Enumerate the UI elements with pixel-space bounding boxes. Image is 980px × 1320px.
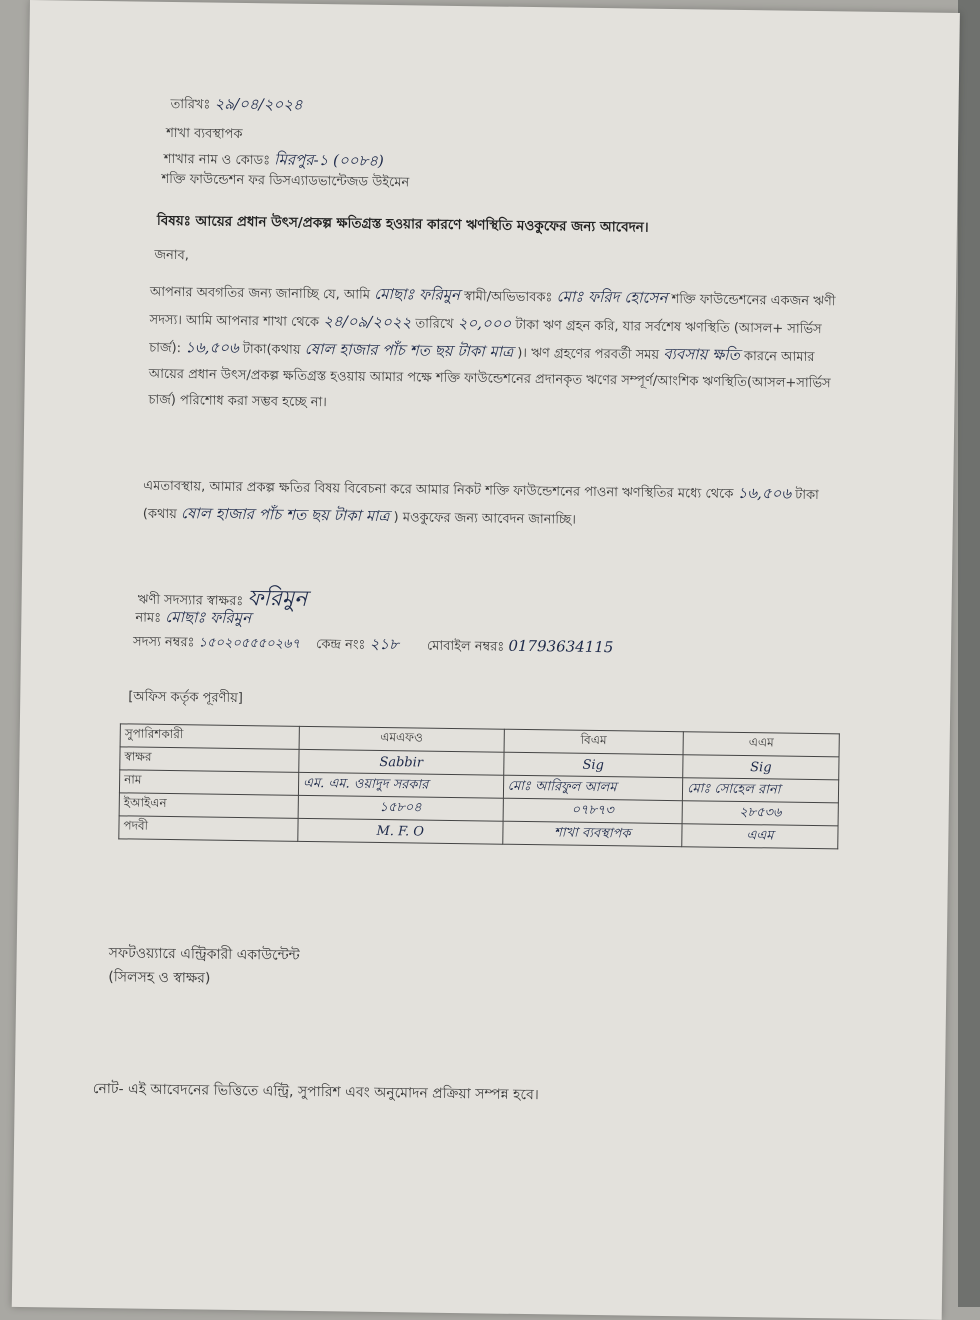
date-line (170, 92, 302, 119)
office-heading: [অফিস কর্তৃক পূরণীয়] (128, 689, 244, 707)
name-label: নামঃ (135, 610, 162, 626)
designation-cell: শাখা ব্যবস্থাপক (502, 821, 682, 847)
balance-amount-handwritten: ১৬,৫০৬ (185, 338, 239, 357)
member-number-line (133, 630, 614, 662)
signature-cell: Sig (683, 755, 839, 780)
ein-cell: ০৭৮৭৩ (503, 798, 683, 824)
member-name-handwritten: মোছাঃ ফরিমুন (374, 284, 461, 305)
signature-label: ঋণী সদস্যার স্বাক্ষরঃ (137, 592, 244, 610)
ein-cell: ২৮৫৩৬ (682, 801, 838, 826)
date-label: তারিখঃ (170, 96, 211, 113)
row-label: পদবী (119, 816, 298, 841)
p2-text-b: টাকা (কথায় (142, 487, 819, 523)
signature-cell: Sabbir (299, 749, 504, 775)
signature-cell: Sig (503, 752, 683, 778)
member-name-line (135, 606, 251, 633)
number-label: সদস্য নম্বরঃ (132, 634, 195, 651)
branch-label: শাখার নাম ও কোডঃ (163, 151, 271, 169)
branch-value: মিরপুর-১ (০০৮৪) (274, 150, 384, 170)
salutation: জনাব, (154, 247, 190, 264)
paragraph-2 (143, 472, 844, 538)
paragraph-1 (148, 278, 850, 424)
row-label: সুপারিশকারী (120, 724, 299, 749)
guardian-name-handwritten: মোঃ ফরিদ হোসেন (556, 287, 668, 307)
balance-words-handwritten: ষোল হাজার পাঁচ শত ছয় টাকা মাত্র (304, 339, 514, 361)
row-label: নাম (119, 770, 298, 795)
ein-cell: ১৫৮০৪ (298, 795, 503, 821)
loan-amount-handwritten: ২০,০০০ (457, 314, 512, 333)
member-number-value: ১৫০২০৫৫৫০২৬৭ (198, 635, 301, 652)
p2-text-a: এমতাবস্থায়, আমার প্রকল্প ক্ষতির বিষয় বিবেচনা করে আমার নিকট শক্তি ফাউন্ডেশনের পাওনা ঋণস্থিতির মধ্যে থেকে (143, 478, 734, 502)
organization-name: শক্তি ফাউন্ডেশন ফর ডিসএ্যাডভান্টেজড উইমেন (161, 171, 410, 191)
accountant-line-1: সফটওয়্যারে এন্ট্রিকারী একাউন্টেন্ট (108, 945, 300, 964)
p1-text-f: টাকা(কথায় (242, 342, 301, 358)
member-signature: ফরিমুন (247, 586, 308, 612)
member-name-value: মোছাঃ ফরিমুন (165, 607, 252, 628)
office-table (118, 723, 840, 849)
name-cell: এম. এম. ওয়াদুদ সরকার (298, 772, 503, 798)
designation-cell: এএম (682, 824, 838, 849)
loan-date-handwritten: ২৪/০৯/২০২২ (323, 312, 412, 332)
application-document (12, 0, 960, 1320)
p1-text-h: কারনে আমার আয়ের প্রধান উৎস/প্রকল্প ক্ষতিগ্রস্ত হওয়ায় আমার পক্ষে শক্তি ফাউন্ডেশনের প্রদানকৃত ঋণের সম্পূর্ণ/আংশিক ঋণস্থিতি(আসল+সার্ভিস চার্জ) পরিশোধ করা সম্ভব হচ্ছে না। (148, 349, 831, 411)
waive-amount-handwritten: ১৬,৫০৬ (737, 483, 792, 503)
center-value: ২১৮ (369, 634, 399, 654)
subject-line: বিষয়ঃ আয়ের প্রধান উৎস/প্রকল্প ক্ষতিগ্রস্ত হওয়ার কারণে ঋণস্থিতি মওকুফের জন্য আবেদন। (156, 212, 649, 236)
designation-cell: M. F. O (298, 818, 503, 844)
row-label: ইআইএন (119, 793, 298, 818)
center-label: কেন্দ্র নংঃ (315, 637, 366, 653)
p2-text-c: ) মওকুফের জন্য আবেদন জানাচ্ছি। (393, 510, 577, 528)
mobile-value: 01793634115 (508, 636, 614, 657)
name-cell: মোঃ আরিফুল আলম (503, 775, 683, 801)
name-cell: মোঃ সোহেল রানা (682, 778, 838, 803)
waive-words-handwritten: ষোল হাজার পাঁচ শত ছয় টাকা মাত্র (180, 504, 390, 526)
footer-note: নোট- এই আবেদনের ভিত্তিতে এন্ট্রি, সুপারিশ এবং অনুমোদন প্রক্রিয়া সম্পন্ন হবে। (92, 1080, 539, 1104)
column-header: এমএফও (299, 726, 504, 752)
reason-handwritten: ব্যবসায় ক্ষতি (663, 344, 740, 364)
p1-text-d: তারিখে (415, 316, 454, 332)
p1-text-b: স্বামী/অভিভাবকঃ (463, 289, 553, 306)
column-header: বিএম (504, 729, 684, 755)
p1-text-c: শক্তি ফাউন্ডেশনের একজন ঋণী সদস্য। আমি আপনার শাখা থেকে (149, 291, 836, 331)
accountant-line-2: (সিলসহ ও স্বাক্ষর) (108, 969, 211, 987)
date-value: ২৯/০৪/২০২৪ (214, 94, 303, 114)
recipient-title: শাখা ব্যবস্থাপক (166, 125, 243, 142)
row-label: স্বাক্ষর (120, 747, 299, 772)
background-edge (958, 0, 980, 1307)
mobile-label: মোবাইল নম্বরঃ (426, 638, 505, 655)
p1-text-e: টাকা ঋণ গ্রহন করি, যার সর্বশেষ ঋণস্থিতি (আসল+ সার্ভিস চার্জ): (149, 317, 822, 357)
column-header: এএম (683, 732, 839, 757)
p1-text-a: আপনার অবগতির জন্য জানাচ্ছি যে, আমি (149, 284, 371, 303)
p1-text-g: )। ঋণ গ্রহণের পরবর্তী সময় (517, 345, 660, 363)
